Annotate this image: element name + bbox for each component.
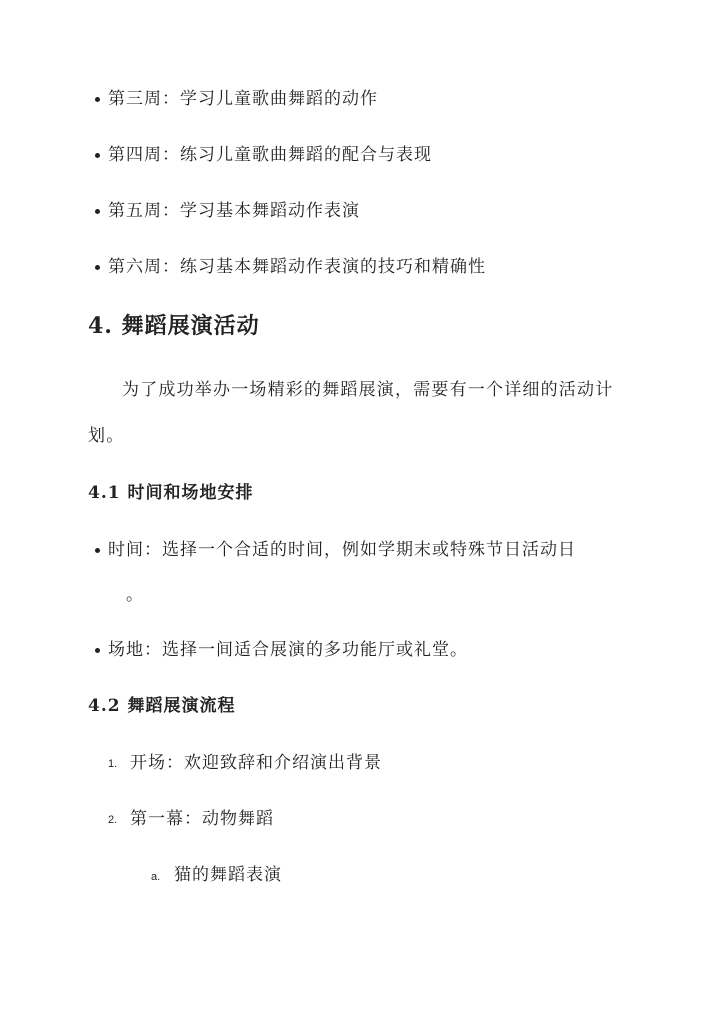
- list-item: [108, 256, 486, 278]
- section-heading: 4. 舞蹈展演活动: [88, 313, 260, 339]
- list-item-text: 第三周：学习儿童歌曲舞蹈的动作: [108, 89, 378, 109]
- list-letter: a.: [151, 871, 161, 883]
- subsection-heading: 4.1 时间和场地安排: [88, 483, 254, 503]
- subsection-heading: 4.2 舞蹈展演流程: [88, 696, 236, 716]
- list-item: [108, 639, 468, 661]
- list-item-text: 猫的舞蹈表演: [174, 865, 282, 885]
- list-item: [108, 88, 378, 110]
- bullet-icon: [95, 153, 100, 158]
- list-item-continuation: 。: [126, 585, 145, 605]
- bullet-icon: [95, 265, 100, 270]
- bullet-icon: [95, 97, 100, 102]
- list-item: [108, 200, 360, 222]
- list-item-text: 时间：选择一个合适的时间，例如学期末或特殊节日活动日: [108, 540, 576, 560]
- list-item-text: 第四周：练习儿童歌曲舞蹈的配合与表现: [108, 145, 432, 165]
- list-number: 2.: [108, 814, 118, 826]
- list-item: [108, 539, 576, 561]
- list-item-text: 第五周：学习基本舞蹈动作表演: [108, 201, 360, 221]
- bullet-icon: [95, 548, 100, 553]
- list-number: 1.: [108, 758, 118, 770]
- list-item: [108, 144, 432, 166]
- list-item-text: 第一幕：动物舞蹈: [130, 809, 274, 829]
- list-item-text: 场地：选择一间适合展演的多功能厅或礼堂。: [108, 640, 468, 660]
- paragraph-line: 为了成功举办一场精彩的舞蹈展演，需要有一个详细的活动计: [122, 380, 614, 400]
- paragraph-line: 划。: [88, 426, 125, 446]
- list-item-text: 第六周：练习基本舞蹈动作表演的技巧和精确性: [108, 257, 486, 277]
- bullet-icon: [95, 648, 100, 653]
- list-item-text: 开场：欢迎致辞和介绍演出背景: [130, 753, 382, 773]
- bullet-icon: [95, 209, 100, 214]
